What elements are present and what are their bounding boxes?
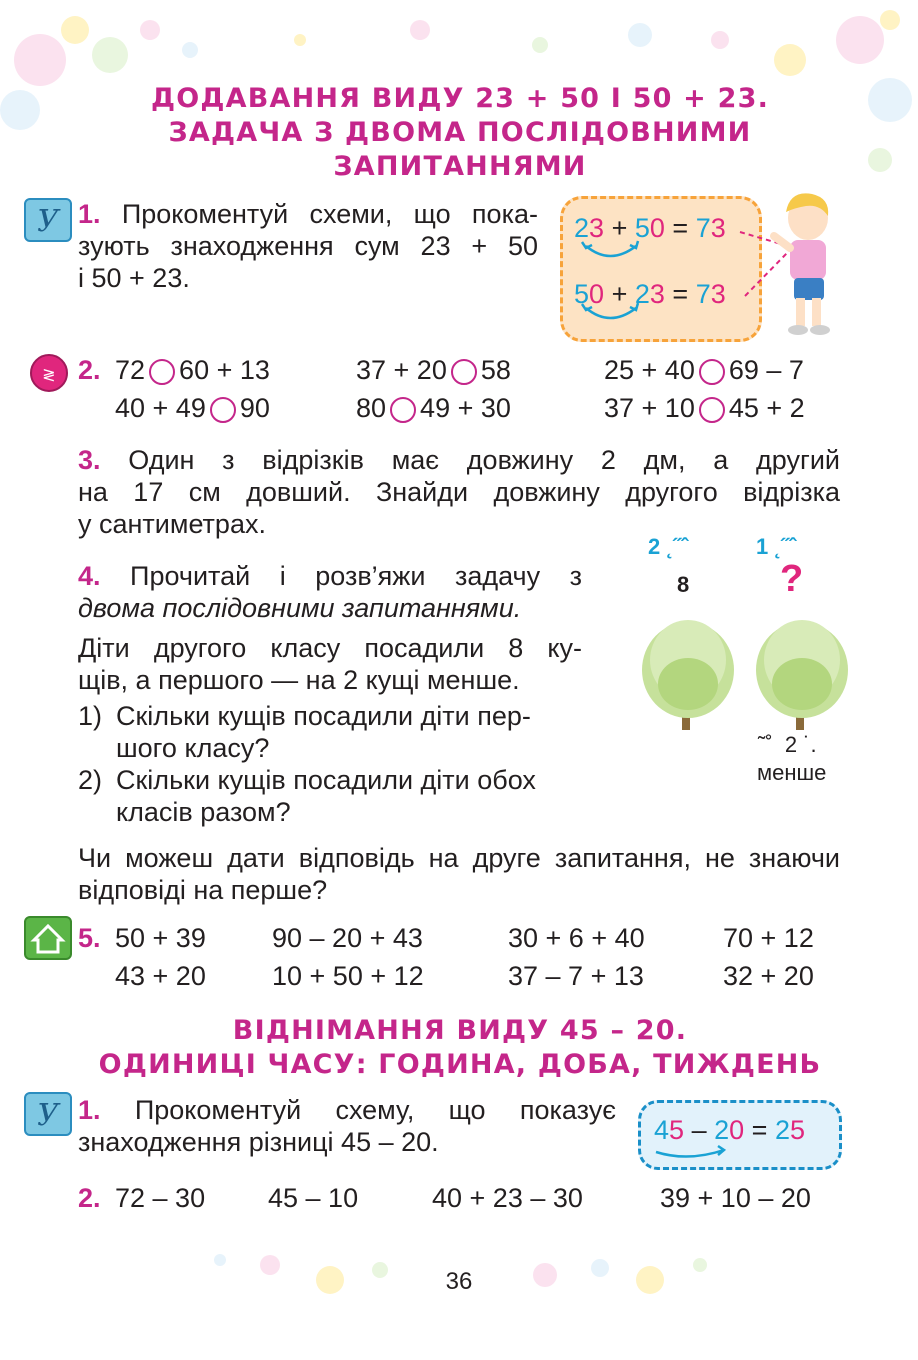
question-number: 1) xyxy=(78,701,103,731)
task-number: 3. xyxy=(78,445,101,475)
task-number: 2. xyxy=(78,355,101,385)
equals: = xyxy=(744,1115,775,1145)
task-number: 5. xyxy=(78,923,101,953)
expr-right: 58 xyxy=(480,355,511,385)
section-title xyxy=(80,82,840,184)
compare-item xyxy=(604,392,805,424)
page-number: 36 xyxy=(445,1268,473,1295)
task-3-text xyxy=(78,444,840,540)
digit-tens: 2 xyxy=(634,279,650,309)
compare-item xyxy=(356,392,511,424)
expr-right: 60 + 13 xyxy=(179,355,270,385)
expression: 30 + 6 + 40 xyxy=(508,923,645,953)
section-title-line: ДОДАВАННЯ ВИДУ 23 + 50 І 50 + 23. xyxy=(150,83,770,114)
task-4-text xyxy=(78,560,582,828)
question-number: 2) xyxy=(78,765,103,795)
task-line: і 50 + 23. xyxy=(78,263,190,293)
expr-left: 37 + 10 xyxy=(604,393,695,423)
digit-tens: 2 xyxy=(714,1115,730,1145)
digit-units: 5 xyxy=(669,1115,685,1145)
question-text: класів разом? xyxy=(116,797,291,827)
compare-item xyxy=(115,354,270,386)
svg-text:≷: ≷ xyxy=(42,365,56,384)
expression: 37 – 7 + 13 xyxy=(508,961,644,991)
task-line: Один з відрізків має довжину 2 дм, а другий xyxy=(128,445,840,475)
task-2-row-1 xyxy=(78,354,101,386)
task-line: Прокоментуй схеми, що пока- xyxy=(121,199,538,229)
operator: + xyxy=(604,279,635,309)
equals: = xyxy=(664,279,696,309)
letter-u-icon xyxy=(26,200,70,240)
compare-circle[interactable] xyxy=(451,359,477,385)
compare-item xyxy=(115,392,270,424)
question-text: Скільки кущів посадили діти обох xyxy=(116,765,536,795)
expr-left: 25 + 40 xyxy=(604,355,695,385)
section-title-line: ОДИНИЦІ ЧАСУ: ГОДИНА, ДОБА, ТИЖДЕНЬ xyxy=(98,1049,822,1080)
compare-circle[interactable] xyxy=(699,397,725,423)
figure-value-left: 8 xyxy=(677,572,690,597)
expr-right: 69 – 7 xyxy=(728,355,804,385)
expression: 32 + 20 xyxy=(723,961,814,991)
task-condition: Діти другого класу посадили 8 ку- xyxy=(78,633,582,663)
task-line: зують знаходження сум 23 + 50 xyxy=(78,231,538,261)
scheme-arrow xyxy=(638,1100,838,1164)
expr-right: 90 xyxy=(239,393,270,423)
expr-right: 49 + 30 xyxy=(420,393,511,423)
homework-icon xyxy=(24,916,72,960)
digit-units: 3 xyxy=(589,213,605,243)
expression: 90 – 20 + 43 xyxy=(272,923,423,953)
house-icon xyxy=(26,918,70,958)
compare-circle[interactable] xyxy=(149,359,175,385)
section-title-line: ВІДНІМАННЯ ВИДУ 45 – 20. xyxy=(232,1015,688,1046)
task-line: знаходження різниці 45 – 20. xyxy=(78,1127,439,1157)
digit-tens: 7 xyxy=(695,279,711,309)
task-line: відповіді на перше? xyxy=(78,875,328,905)
compare-circle[interactable] xyxy=(390,397,416,423)
compare-item xyxy=(604,354,804,386)
digit-units: 5 xyxy=(789,1115,805,1145)
compare-circle[interactable] xyxy=(699,359,725,385)
section-title xyxy=(40,1014,880,1082)
section-title-line: ЗАДАЧА З ДВОМА ПОСЛІДОВНИМИ xyxy=(168,117,752,148)
task-number: 4. xyxy=(78,561,101,591)
digit-units: 3 xyxy=(710,279,726,309)
task-intro: Прочитай і розв’яжи задачу з xyxy=(130,561,582,591)
task-line: на 17 см довший. Знайди довжину другого відрізка xyxy=(78,477,840,507)
digit-units: 0 xyxy=(649,213,665,243)
compare-task-icon xyxy=(30,354,68,392)
question-text: Скільки кущів посадили діти пер- xyxy=(116,701,531,731)
digit-tens: 2 xyxy=(574,213,590,243)
digit-units: 3 xyxy=(649,279,665,309)
expression: 72 – 30 xyxy=(115,1183,206,1213)
digit-tens: 2 xyxy=(774,1115,790,1145)
expr-left: 72 xyxy=(115,355,146,385)
task-line: Прокоментуй схему, що показує xyxy=(134,1095,616,1125)
digit-units: 0 xyxy=(589,279,605,309)
figure-label-right: 1 ˛˝ˆ xyxy=(756,534,797,559)
equals: = xyxy=(664,213,696,243)
expression: 39 + 10 – 20 xyxy=(660,1183,811,1213)
task-line: Чи можеш дати відповідь на друге запитання, не знаючи xyxy=(78,843,840,873)
task-number: 1. xyxy=(78,1095,101,1125)
letter-u-icon xyxy=(26,1094,70,1134)
digit-tens: 7 xyxy=(695,213,711,243)
task-line: у сантиметрах. xyxy=(78,509,266,539)
expr-left: 37 + 20 xyxy=(356,355,447,385)
compare-circle[interactable] xyxy=(210,397,236,423)
expression: 45 – 10 xyxy=(268,1183,359,1213)
digit-tens: 4 xyxy=(654,1115,670,1145)
task-condition: щів, а першого — на 2 кущі менше. xyxy=(78,665,520,695)
digit-units: 0 xyxy=(729,1115,745,1145)
oral-task-icon xyxy=(24,1092,72,1136)
task-1-text xyxy=(78,1094,616,1158)
operator: – xyxy=(684,1115,715,1145)
expression: 50 + 39 xyxy=(115,923,206,953)
question-text: шого класу? xyxy=(116,733,270,763)
digit-units: 3 xyxy=(710,213,726,243)
expression: 10 + 50 + 12 xyxy=(272,961,424,991)
section-title-line: ЗАПИТАННЯМИ xyxy=(333,151,587,182)
svg-text:У: У xyxy=(37,204,59,239)
expr-left: 40 + 49 xyxy=(115,393,206,423)
operator: + xyxy=(604,213,635,243)
oral-task-icon xyxy=(24,198,72,242)
figure-label-left: 2 ˛˝ˆ xyxy=(648,534,689,559)
figure-note: ˜˚ 2 ˙. xyxy=(758,732,817,757)
digit-tens: 5 xyxy=(574,279,590,309)
digit-tens: 5 xyxy=(634,213,650,243)
expression: 43 + 20 xyxy=(115,961,206,991)
task-intro-italic: двома послідовними запитаннями. xyxy=(78,593,522,623)
expression: 70 + 12 xyxy=(723,923,814,953)
task-number: 2. xyxy=(78,1183,101,1213)
compare-signs-icon xyxy=(32,356,66,390)
svg-text:У: У xyxy=(37,1098,59,1133)
expr-right: 45 + 2 xyxy=(728,393,805,423)
bush-icon xyxy=(638,600,738,740)
task-1-text xyxy=(78,198,538,294)
task-4-final-question xyxy=(78,842,840,906)
expr-left: 80 xyxy=(356,393,387,423)
boy-illustration xyxy=(770,190,840,340)
expression: 40 + 23 – 30 xyxy=(432,1183,583,1213)
figure-value-right: ? xyxy=(780,558,804,600)
bush-icon xyxy=(752,600,852,740)
task-number: 1. xyxy=(78,199,101,229)
compare-item xyxy=(356,354,511,386)
figure-note: менше xyxy=(757,760,827,785)
